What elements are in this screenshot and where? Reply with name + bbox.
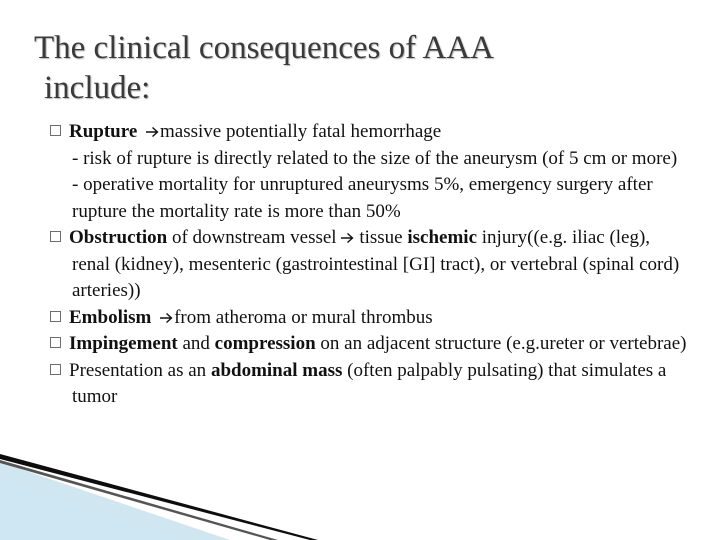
obstruction-text-1: of downstream vessel [171, 227, 337, 248]
corner-decoration [0, 440, 320, 540]
obstruction-text-2: tissue [359, 227, 403, 248]
rupture-sub-2: - operative mortality for unruptured aneurysms 5%, emergency surgery after rupture the mortality rate is more than 50% [72, 174, 653, 222]
arrow-right-icon [159, 312, 173, 324]
abdominal-mass-term: abdominal mass [210, 359, 343, 381]
rupture-term: Rupture [69, 121, 138, 142]
arrow-right-icon [145, 126, 159, 138]
impingement-text: on an adjacent structure (e.g.ureter or vertebrae) [320, 333, 687, 354]
bullet-obstruction [50, 225, 690, 305]
checkbox-bullet-icon [50, 337, 61, 348]
rupture-text: massive potentially fatal hemorrhage [160, 121, 442, 142]
title-line-2: include: [44, 70, 151, 106]
slide-title [34, 28, 694, 108]
obstruction-term: Obstruction [69, 227, 168, 248]
bullet-impingement [50, 331, 690, 358]
impingement-and: and [182, 333, 210, 354]
rupture-sub-1: - risk of rupture is directly related to the size of the aneurysm (of 5 cm or more) [72, 147, 678, 169]
bullet-embolism [50, 305, 690, 332]
presentation-text-2: (often palpably pulsating) that simulates a tumor [72, 359, 667, 407]
compression-term: compression [214, 333, 316, 354]
obstruction-text-3: injury((e.g. iliac (leg), renal (kidney), mesenteric (gastrointestinal [GI] tract), or vertebral (spinal cord) arteries)) [72, 227, 680, 301]
decoration-light-band-inner [0, 480, 175, 540]
checkbox-bullet-icon [50, 364, 61, 375]
bullet-list [50, 119, 690, 411]
embolism-term: Embolism [69, 306, 152, 328]
presentation-text-1: Presentation as an [69, 359, 207, 381]
bullet-rupture [50, 119, 690, 146]
checkbox-bullet-icon [50, 311, 61, 322]
checkbox-bullet-icon [50, 125, 61, 136]
impingement-term: Impingement [69, 333, 178, 354]
title-line-1: The clinical consequences of AAA [34, 30, 495, 66]
ischemic-term: ischemic [407, 227, 478, 248]
embolism-text: from atheroma or mural thrombus [174, 306, 433, 328]
checkbox-bullet-icon [50, 231, 61, 242]
arrow-right-icon [340, 232, 354, 244]
bullet-presentation [50, 358, 690, 411]
